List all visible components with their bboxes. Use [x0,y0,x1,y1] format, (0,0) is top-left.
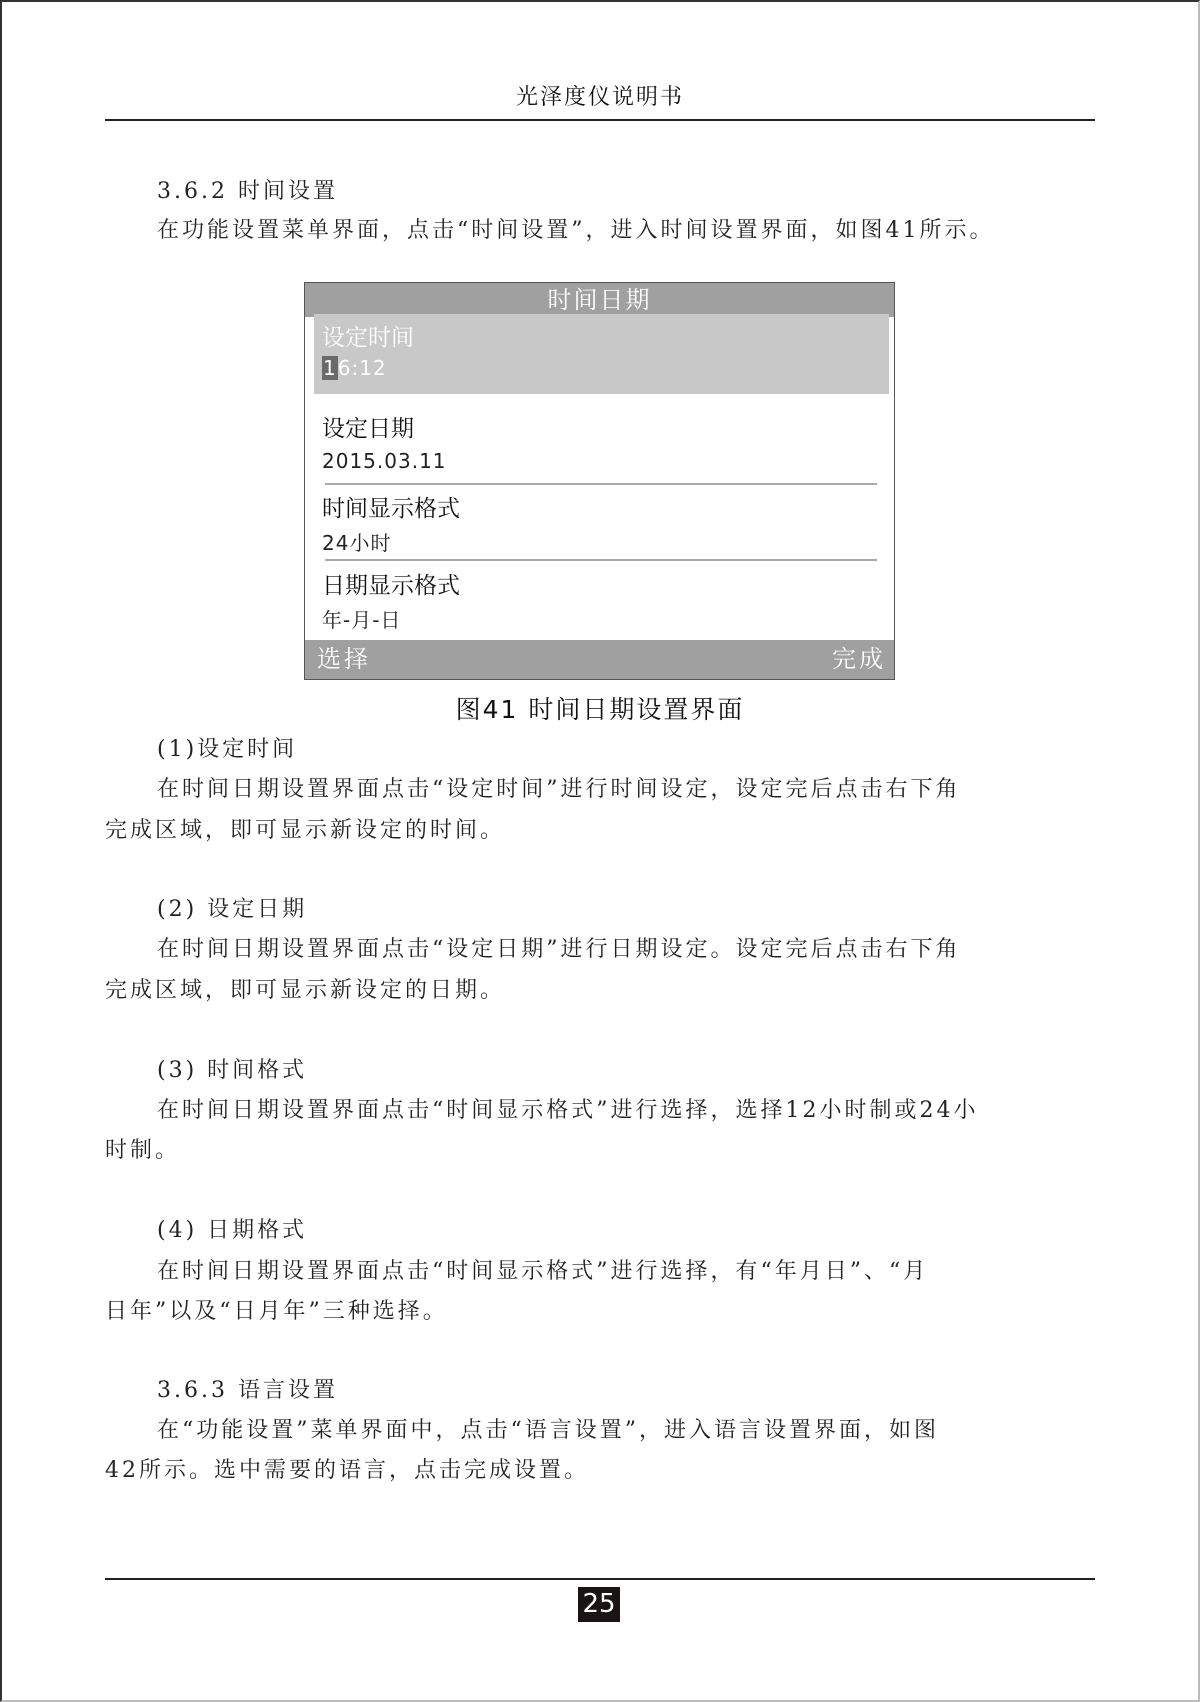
paragraph-line: 在时间日期设置界面点击“设定日期”进行日期设定。设定完后点击右下角 [157,937,961,962]
paragraph-line: 时制。 [105,1138,181,1163]
paragraph-line: 完成区域，即可显示新设定的时间。 [105,818,506,843]
paragraph-line: 完成区域，即可显示新设定的日期。 [105,978,506,1003]
figure-caption: 图41 时间日期设置界面 [455,695,745,724]
section-intro: 在功能设置菜单界面，点击“时间设置”，进入时间设置界面，如图41所示。 [157,218,995,243]
date-value: 2015.03.11 [322,449,447,473]
menu-item-label: 设定时间 [322,325,414,351]
footer-rule [105,1578,1095,1580]
paragraph-line: 在时间日期设置界面点击“时间显示格式”进行选择，有“年月日”、“月 [157,1259,929,1284]
menu-item-set-time[interactable] [314,314,889,394]
paragraph-line: 在“功能设置”菜单界面中，点击“语言设置”，进入语言设置界面，如图 [157,1418,939,1443]
paragraph-line: 在时间日期设置界面点击“时间显示格式”进行选择，选择12小时制或24小 [157,1098,979,1123]
subsection-title: (1)设定时间 [157,737,298,762]
menu-item-label: 日期显示格式 [322,573,460,599]
divider [325,483,877,485]
time-value[interactable] [322,356,387,380]
device-screen-time-date [304,282,895,680]
paragraph-line: 在时间日期设置界面点击“设定时间”进行时间设定，设定完后点击右下角 [157,777,961,802]
running-header-title: 光泽度仪说明书 [515,85,684,110]
divider [325,559,877,561]
done-button[interactable]: 完成 [832,645,886,673]
paragraph-line: 日年”以及“日月年”三种选择。 [105,1299,448,1324]
time-value-rest: 6:12 [337,356,387,380]
edit-cursor: 1 [323,356,337,380]
menu-item-label: 设定日期 [322,416,414,442]
select-button[interactable]: 选择 [317,645,371,673]
page-number: 25 [578,1587,620,1622]
time-format-value: 24小时 [322,531,392,555]
device-screen-title: 时间日期 [305,283,894,317]
paragraph-line: 42所示。选中需要的语言，点击完成设置。 [105,1458,589,1483]
header-rule [105,119,1095,121]
menu-item-label: 时间显示格式 [322,496,460,522]
subsection-title: (4) 日期格式 [157,1218,308,1243]
section-heading: 3.6.2 时间设置 [157,179,338,204]
device-footer-bar [305,640,894,679]
date-format-value: 年-月-日 [322,608,402,632]
subsection-title: (2) 设定日期 [157,897,308,922]
section-heading: 3.6.3 语言设置 [157,1378,338,1403]
subsection-title: (3) 时间格式 [157,1058,308,1083]
